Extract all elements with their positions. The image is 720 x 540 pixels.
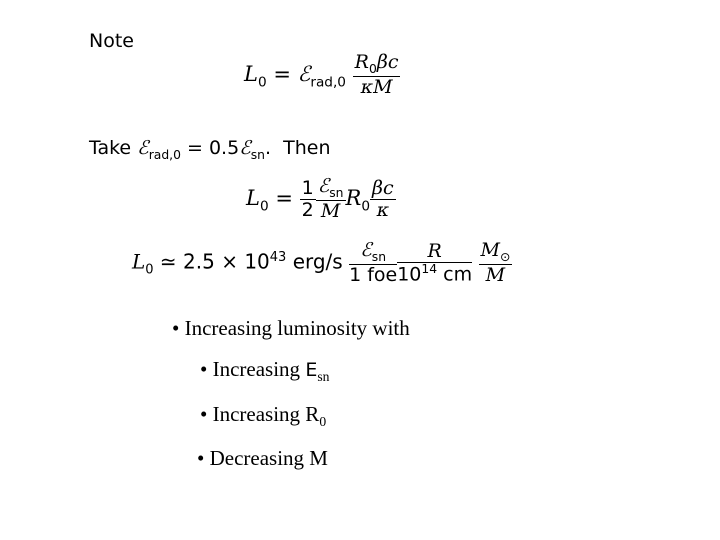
equals-sign: =	[273, 62, 291, 87]
equation-luminosity-scaling	[132, 240, 512, 286]
fraction-esn-over-m	[316, 176, 346, 222]
subscript: 0	[368, 61, 377, 76]
fraction-r-over-cm	[397, 241, 472, 285]
bullet-text: • Increasing R	[200, 402, 320, 426]
fraction-betac-over-kappa	[370, 178, 396, 221]
subscript: 0	[145, 262, 154, 278]
symbol-R: R	[354, 51, 369, 73]
symbol-epsilon: ℰ	[360, 239, 372, 261]
period: .	[264, 137, 272, 159]
denominator-text: 2	[301, 198, 314, 221]
symbol-epsilon: ℰ	[239, 137, 251, 159]
denominator-text: κM	[360, 76, 393, 99]
coefficient-text: 2.5 × 10	[183, 249, 270, 274]
denominator-text: κ	[376, 198, 390, 221]
subscript: 0	[319, 414, 327, 430]
bullet-increasing-luminosity: • Increasing luminosity with	[172, 316, 410, 340]
bullet-increasing-esn	[200, 357, 329, 385]
subscript: 0	[361, 198, 370, 215]
fraction-one-half	[300, 178, 316, 221]
symbol-E: E	[305, 359, 318, 381]
unit-text: cm	[443, 263, 473, 286]
symbol-R: R	[345, 186, 362, 211]
numerator-text: βc	[372, 176, 394, 199]
subscript: 0	[257, 74, 267, 91]
subscript: sn	[329, 185, 344, 200]
denominator-text: M	[485, 264, 506, 287]
exponent: 14	[421, 261, 438, 276]
fraction-esn-over-foe	[349, 240, 397, 286]
symbol-epsilon: ℰ	[137, 137, 149, 159]
denominator-text: M	[320, 200, 341, 223]
bullet-decreasing-m: • Decreasing M	[197, 446, 328, 470]
numerator-text: R	[397, 241, 472, 263]
note-label: Note	[89, 30, 134, 52]
equation-luminosity-substituted	[246, 176, 396, 222]
denominator-text: 1 foe	[349, 264, 398, 287]
then-word: Then	[283, 137, 331, 159]
subscript: rad,0	[310, 74, 346, 91]
equals-sign: =	[275, 186, 293, 211]
take-line	[89, 137, 331, 162]
symbol-L: L	[132, 249, 146, 274]
bullet-text: • Increasing	[200, 357, 306, 381]
value-text: = 0.5	[187, 137, 240, 159]
fraction	[353, 52, 401, 98]
denominator-text: 10	[397, 263, 422, 286]
numerator-text: 1	[301, 176, 314, 199]
numerator-text: βc	[376, 51, 399, 73]
symbol-epsilon: ℰ	[297, 62, 311, 87]
symbol-L: L	[244, 62, 258, 87]
fraction-msun-over-m	[479, 240, 513, 286]
bullet-increasing-r0	[200, 402, 326, 430]
subscript: rad,0	[148, 147, 181, 162]
unit-text: erg/s	[292, 249, 343, 274]
approx-sign: ≃	[159, 249, 177, 274]
equation-luminosity-definition	[244, 52, 400, 98]
symbol-L: L	[246, 186, 260, 211]
symbol-epsilon: ℰ	[317, 175, 330, 197]
subscript: ⊙	[499, 249, 511, 264]
subscript: sn	[371, 249, 387, 264]
symbol-M: M	[480, 239, 500, 261]
take-word: Take	[89, 137, 132, 159]
subscript: 0	[259, 198, 269, 215]
exponent: 43	[269, 249, 287, 265]
subscript: sn	[250, 147, 265, 162]
subscript: sn	[317, 369, 330, 385]
